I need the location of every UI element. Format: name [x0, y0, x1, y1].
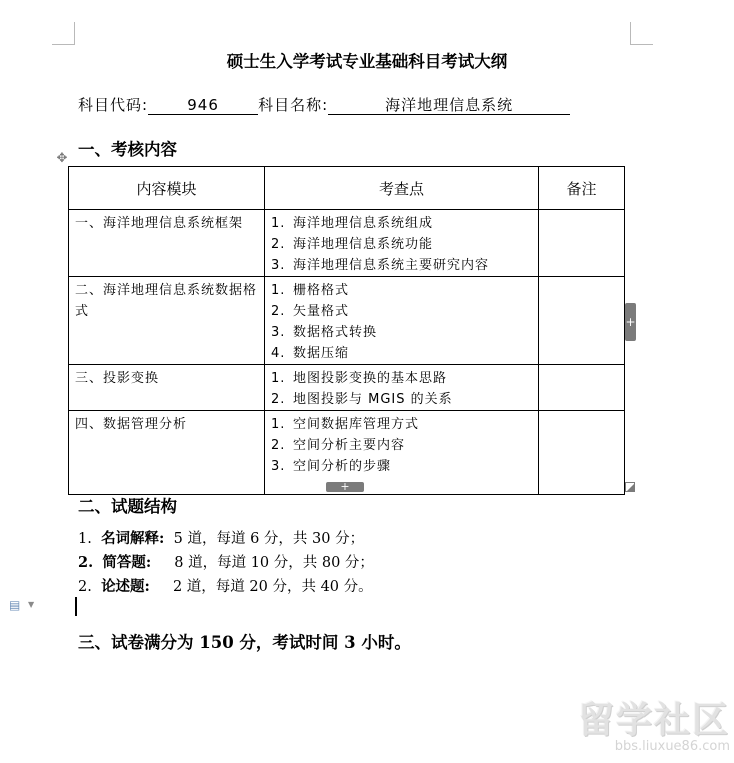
- module-cell: 三、投影变换: [69, 365, 265, 411]
- point-item: 2. 空间分析主要内容: [271, 438, 406, 453]
- subject-code-value: 946: [148, 96, 258, 115]
- table-row: [69, 365, 625, 411]
- module-cell: 二、海洋地理信息系统数据格式: [69, 277, 265, 365]
- move-handle-icon[interactable]: ✥: [56, 151, 68, 166]
- document-title: 硕士生入学考试专业基础科目考试大纲: [226, 52, 508, 71]
- add-column-plus-icon[interactable]: +: [625, 303, 636, 341]
- point-item: 3. 空间分析的步骤: [271, 459, 392, 474]
- table-header-row: [69, 167, 625, 210]
- subject-name-value: 海洋地理信息系统: [328, 96, 570, 115]
- point-item: 2. 矢量格式: [271, 304, 350, 319]
- section-heading-summary: 三、试卷满分为 150 分，考试时间 3 小时。: [78, 633, 411, 652]
- points-cell: [265, 210, 539, 277]
- point-item: 1. 海洋地理信息系统组成: [271, 216, 434, 231]
- point-item: 3. 数据格式转换: [271, 325, 378, 340]
- note-cell: [539, 365, 625, 411]
- document-icon[interactable]: ▤: [9, 598, 21, 612]
- points-cell: [265, 411, 539, 495]
- table-resize-icon[interactable]: [625, 482, 635, 492]
- point-item: 2. 海洋地理信息系统功能: [271, 237, 434, 252]
- text-cursor: [75, 597, 77, 616]
- section-heading-exam-content: 一、考核内容: [78, 140, 177, 159]
- watermark-logo: [560, 692, 730, 754]
- point-item: 1. 栅格格式: [271, 283, 350, 298]
- note-cell: [539, 210, 625, 277]
- subject-code-label: 科目代码:: [78, 96, 149, 114]
- points-cell: [265, 365, 539, 411]
- module-cell: 一、海洋地理信息系统框架: [69, 210, 265, 277]
- question-item: 2. 简答题: 8 道，每道 10 分，共 80 分；: [78, 554, 374, 571]
- point-item: 1. 空间数据库管理方式: [271, 417, 420, 432]
- point-item: 1. 地图投影变换的基本思路: [271, 371, 448, 386]
- point-item: 4. 数据压缩: [271, 346, 350, 361]
- table-row: [69, 210, 625, 277]
- header-notes: 备注: [539, 167, 625, 210]
- module-cell: 四、数据管理分析: [69, 411, 265, 495]
- page-corner-top-left: [52, 22, 75, 45]
- chevron-down-icon[interactable]: ▼: [28, 600, 35, 609]
- point-item: 3. 海洋地理信息系统主要研究内容: [271, 258, 490, 273]
- question-item: 2. 论述题: 2 道，每道 20 分，共 40 分。: [78, 578, 373, 595]
- exam-content-table: [68, 166, 625, 495]
- note-cell: [539, 277, 625, 365]
- header-points: 考查点: [265, 167, 539, 210]
- table-row: [69, 277, 625, 365]
- watermark-main-text: 留学社区: [577, 700, 730, 741]
- section-heading-question-structure: 二、试题结构: [78, 497, 177, 516]
- note-cell: [539, 411, 625, 495]
- points-cell: [265, 277, 539, 365]
- point-item: 2. 地图投影与 MGIS 的关系: [271, 392, 453, 407]
- watermark-url: bbs.liuxue86.com: [614, 739, 730, 754]
- subject-name-label: 科目名称:: [258, 96, 329, 114]
- add-row-plus-icon[interactable]: +: [326, 482, 364, 492]
- page-corner-top-right: [630, 22, 653, 45]
- question-item: 1. 名词解释: 5 道，每道 6 分，共 30 分；: [78, 530, 365, 547]
- header-module: 内容模块: [69, 167, 265, 210]
- subject-info-line: [78, 94, 570, 115]
